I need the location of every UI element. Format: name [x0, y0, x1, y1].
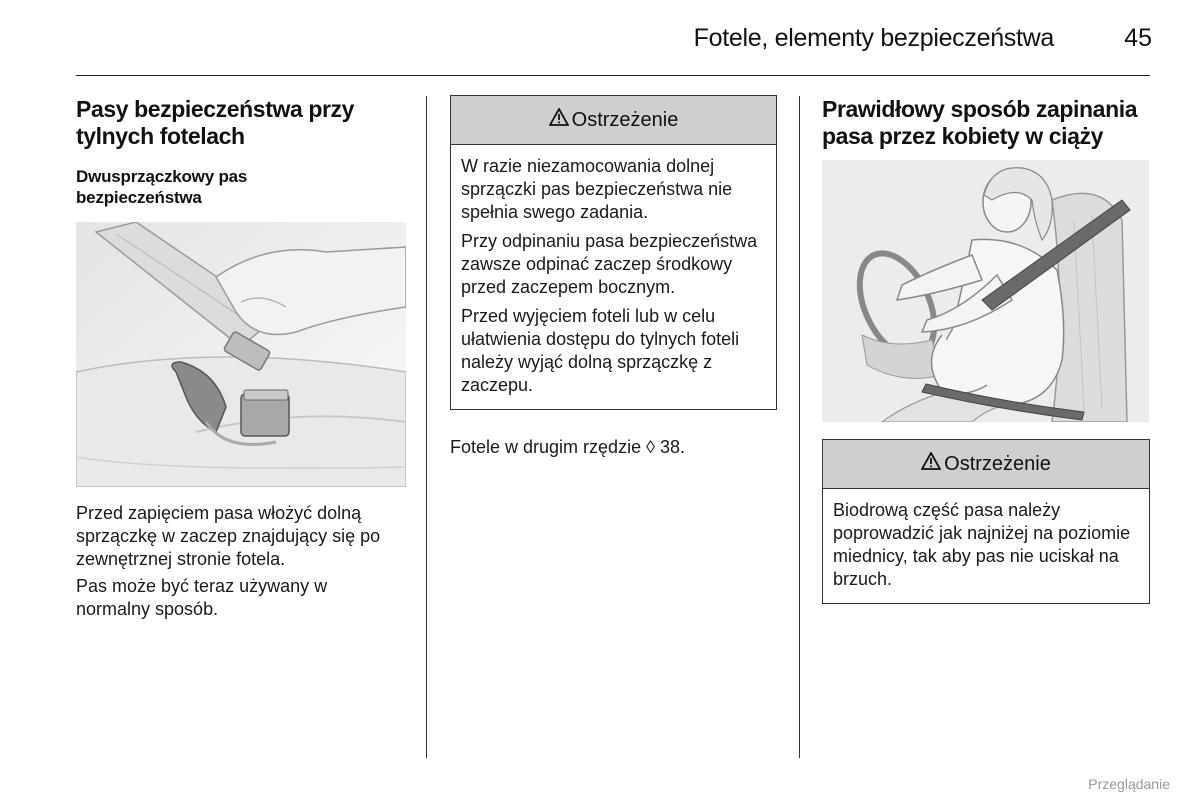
warning-header [451, 96, 776, 145]
cross-reference-link[interactable]: Fotele w drugim rzędzie ◊ 38. [450, 437, 685, 457]
warning-text-1: Biodrową część pasa należy poprowadzić jak najniżej na poziomie miednicy, tak aby pas nie uciskał na brzuch. [833, 500, 1131, 589]
warning-body [451, 145, 776, 409]
warning-text-3: Przed wyjęciem foteli lub w celu ułatwienia dostępu do tylnych foteli należy wyjąć dolną sprzączkę z zaczepu. [461, 306, 740, 395]
warning-triangle-icon [549, 108, 569, 132]
pregnant-woman-drawing [822, 160, 1149, 422]
warning-title: Ostrzeżenie [571, 108, 679, 131]
column-divider-left [426, 96, 427, 758]
paragraph-normal-use: Pas może być teraz używany w normalny sposób. [76, 576, 328, 619]
page-header-title: Fotele, elementy bezpieczeństwa [693, 24, 1054, 52]
warning-text-1: W razie niezamocowania dolnej sprzączki pas bezpieczeństwa nie spełnia swego zadania. [461, 156, 733, 222]
page-number: 45 [1124, 24, 1152, 52]
warning-body [823, 489, 1149, 603]
warning-box-buckle [450, 95, 777, 410]
rear-belt-buckle-illustration [76, 222, 406, 487]
section-heading-pregnant: Prawidłowy sposób zapinania pasa przez kobiety w ciąży [822, 96, 1138, 149]
column-divider-right [799, 96, 800, 758]
warning-triangle-icon [921, 452, 941, 476]
footer-watermark: Przeglądanie [1088, 776, 1170, 792]
pregnant-woman-belt-illustration [822, 160, 1149, 422]
paragraph-insert-buckle: Przed zapięciem pasa włożyć dolną sprzączkę w zaczep znajdujący się po zewnętrznej stronie fotela. [76, 503, 381, 569]
section-heading-rear-belts: Pasy bezpieczeństwa przy tylnych fotelach [76, 96, 355, 149]
belt-buckle-drawing [76, 222, 406, 487]
warning-box-pregnancy [822, 439, 1150, 604]
warning-header [823, 440, 1149, 489]
subsection-heading-two-buckle-belt: Dwusprzączkowy pas bezpieczeństwa [76, 167, 248, 207]
header-rule [76, 75, 1150, 76]
warning-text-2: Przy odpinaniu pasa bezpieczeństwa zawsze odpinać zaczep środkowy przed zaczepem bocznym. [461, 231, 758, 297]
warning-title: Ostrzeżenie [944, 452, 1051, 475]
